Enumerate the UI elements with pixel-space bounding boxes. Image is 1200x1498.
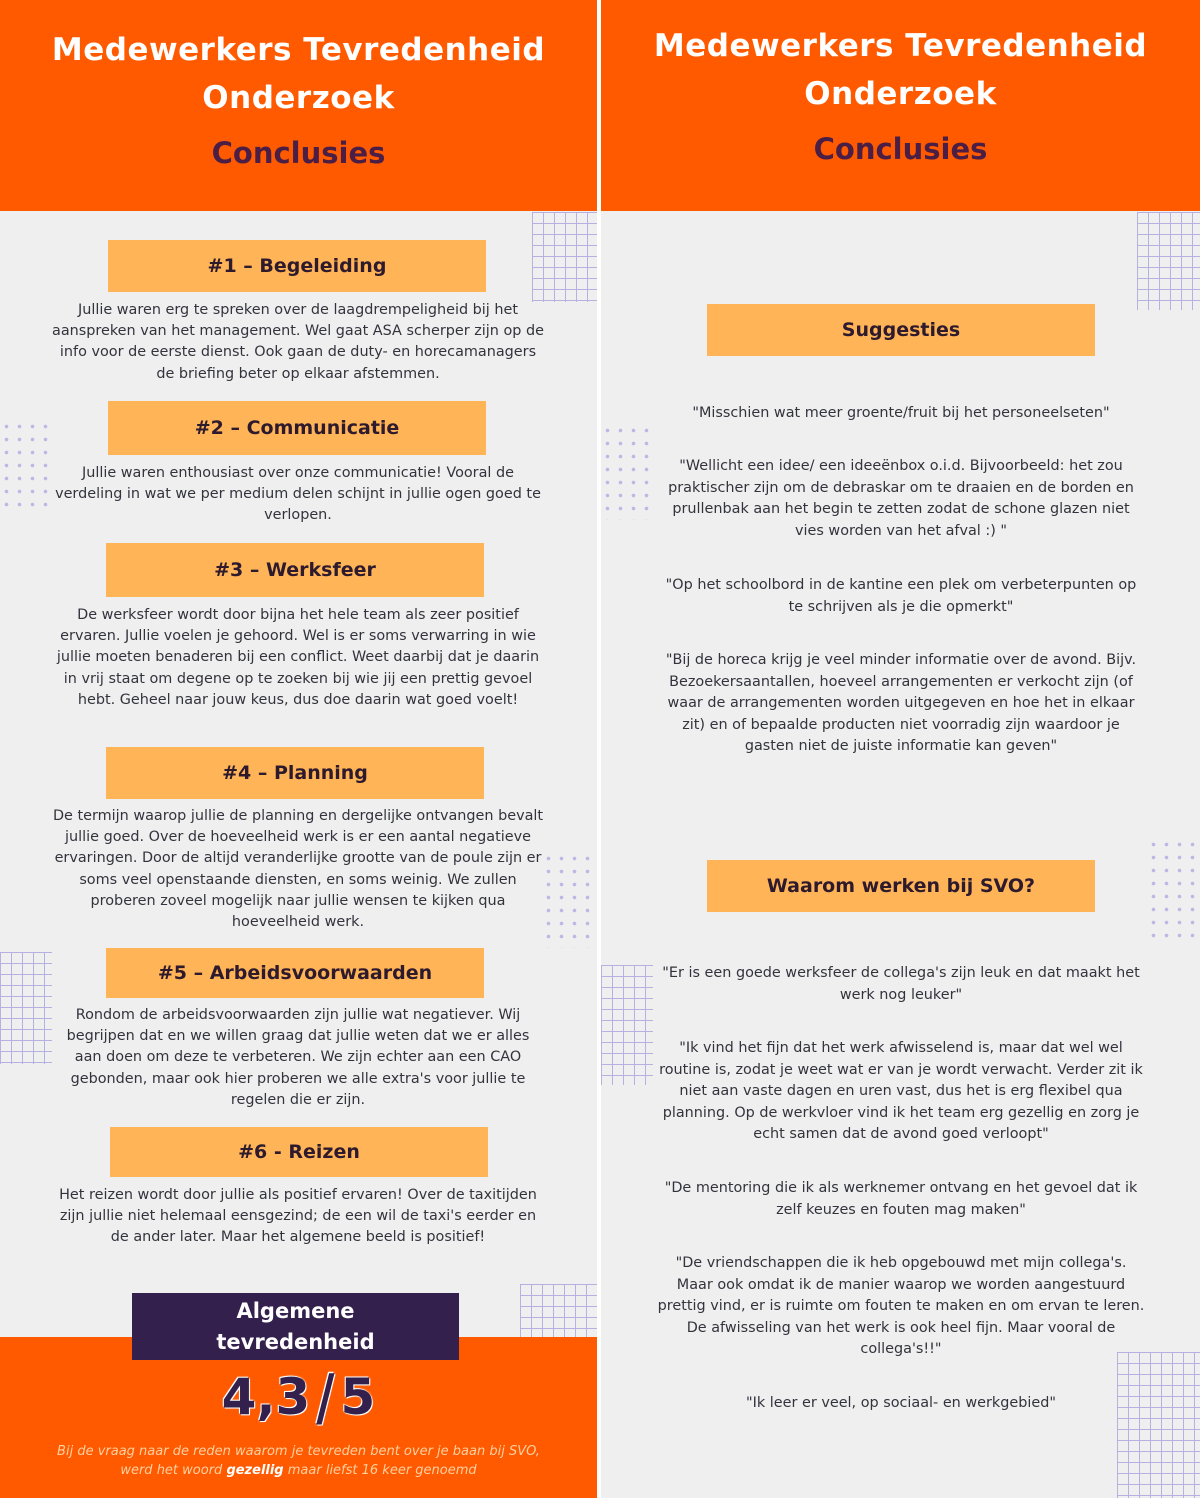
right-title-line2: Onderzoek — [804, 76, 997, 112]
left-panel — [0, 0, 597, 1498]
score-value: 4,3 — [221, 1368, 311, 1426]
satisfaction-label-line2: tevredenheid — [216, 1330, 375, 1354]
section-text-begeleiding: Jullie waren erg te spreken over de laagdrempeligheid bij het aanspreken van het management. Wel gaat ASA scherper zijn op de info voor de eerste dienst. Ook gaan de duty- en horecamanagers de briefing beter op elkaar afstemmen. — [52, 302, 544, 382]
grid-decoration — [1137, 212, 1200, 310]
suggestion-quote: "Wellicht een idee/ een ideeënbox o.i.d. Bijvoorbeeld: het zou praktischer zijn om de debraskar om te draaien en de borden en prullenbak aan het begin te zetten zodat de schone glazen niet vies worden van het afval :) " — [668, 458, 1134, 539]
left-subtitle: Conclusies — [211, 136, 386, 170]
section-heading-arbeidsvoorwaarden: #5 – Arbeidsvoorwaarden — [106, 948, 484, 998]
note-text-before: Bij de vraag naar de reden waarom je tevreden bent over je baan bij SVO, werd het woord — [57, 1444, 540, 1478]
dots-decoration — [542, 852, 597, 948]
note-highlight: gezellig — [226, 1463, 284, 1478]
section-text-werksfeer: De werksfeer wordt door bijna het hele team als zeer positief ervaren. Jullie voelen je gehoord. Wel is er soms verwarring in wie jullie moeten benaderen bij een conflict. Weet daarbij dat je daarin in vrij staat om degene op te zoeken bij wie jij een prettig gevoel hebt. Geheel naar jouw keus, dus doe daarin wat goed voelt! — [56, 607, 540, 708]
why-quote: "Er is een goede werksfeer de collega's zijn leuk en dat maakt het werk nog leuker" — [662, 965, 1140, 1003]
suggestion-quote: "Misschien wat meer groente/fruit bij het personeelseten" — [692, 405, 1110, 421]
why-quote: "De vriendschappen die ik heb opgebouwd met mijn collega's. Maar ook omdat ik de manier waarop we worden aangestuurd prettig vind, er is ruimte om fouten te maken en om ervan te leren. De afwisseling van het werk is ook heel fijn. Maar vooral de collega's!!" — [657, 1255, 1145, 1357]
right-panel — [601, 0, 1200, 1498]
dots-decoration — [1147, 838, 1200, 938]
grid-decoration — [520, 1284, 597, 1338]
grid-decoration — [0, 952, 52, 1064]
satisfaction-label-line1: Algemene — [236, 1299, 355, 1323]
satisfaction-note — [40, 1442, 557, 1480]
score-slash: / — [316, 1360, 335, 1434]
grid-decoration — [532, 212, 597, 302]
section-text-reizen: Het reizen wordt door jullie als positief ervaren! Over de taxitijden zijn jullie niet helemaal eensgezind; de een wil de taxi's eerder en de ander later. Maar het algemene beeld is positief! — [59, 1187, 537, 1246]
suggestion-quote: "Op het schoolbord in de kantine een plek om verbeterpunten op te schrijven als je die opmerkt" — [665, 577, 1137, 615]
right-title-line1: Medewerkers Tevredenheid — [653, 28, 1148, 64]
grid-decoration — [1117, 1352, 1200, 1498]
why-quote: "Ik vind het fijn dat het werk afwisselend is, maar dat wel wel routine is, zodat je weet wat er van je wordt verwacht. Verder zit ik niet aan vaste dagen en uren vast, dus het is erg flexibel qua planning. Op de werkvloer vind ik het team erg gezellig en zorg je echt samen dat de avond goed verloopt" — [659, 1040, 1143, 1142]
left-title-line2: Onderzoek — [202, 80, 395, 116]
right-header — [601, 0, 1200, 211]
why-svo-heading: Waarom werken bij SVO? — [707, 860, 1095, 912]
section-text-communicatie: Jullie waren enthousiast over onze communicatie! Vooral de verdeling in wat we per medium delen schijnt in jullie ogen goed te verlopen. — [55, 465, 541, 524]
right-subtitle: Conclusies — [813, 132, 988, 166]
grid-decoration — [601, 965, 653, 1085]
why-quote: "De mentoring die ik als werknemer ontvang en het gevoel dat ik zelf keuzes en fouten mag maken" — [664, 1180, 1138, 1218]
score-max: 5 — [340, 1368, 376, 1426]
section-text-arbeidsvoorwaarden: Rondom de arbeidsvoorwaarden zijn jullie wat negatiever. Wij begrijpen dat en we willen graag dat jullie weten dat we er alles aan doen om deze te verbeteren. We zijn echter aan een CAO gebonden, maar ook hier proberen we alle extra's voor jullie te regelen die er zijn. — [66, 1007, 530, 1108]
note-text-after: maar liefst 16 keer genoemd — [283, 1463, 477, 1478]
dots-decoration — [0, 420, 52, 512]
section-heading-werksfeer: #3 – Werksfeer — [106, 543, 484, 597]
section-heading-reizen: #6 - Reizen — [110, 1127, 488, 1177]
suggestion-quote: "Bij de horeca krijg je veel minder informatie over de avond. Bijv. Bezoekersaantallen, hoeveel arrangementen er verkocht zijn (of waar de arrangementen worden uitgegeven en hoe het in elkaar zit) en of bepaalde producten niet voorradig zijn waardoor je gasten niet de juiste informatie kan geven" — [665, 652, 1137, 754]
section-heading-communicatie: #2 – Communicatie — [108, 401, 486, 455]
section-text-planning: De termijn waarop jullie de planning en dergelijke ontvangen bevalt jullie goed. Over de hoeveelheid werk is er een aantal negatieve ervaringen. Door de altijd veranderlijke grootte van de poule zijn er soms veel openstaande diensten, en soms weinig. We zullen proberen zoveel mogelijk naar jullie wensen te kijken qua hoeveelheid werk. — [52, 808, 544, 931]
satisfaction-score — [0, 1360, 597, 1434]
suggestions-heading: Suggesties — [707, 304, 1095, 356]
left-header — [0, 0, 597, 211]
why-quote: "Ik leer er veel, op sociaal- en werkgebied" — [746, 1395, 1056, 1411]
left-title-line1: Medewerkers Tevredenheid — [51, 32, 546, 68]
section-heading-planning: #4 – Planning — [106, 747, 484, 799]
satisfaction-label — [132, 1293, 459, 1360]
section-heading-begeleiding: #1 – Begeleiding — [108, 240, 486, 292]
dots-decoration — [601, 424, 653, 520]
